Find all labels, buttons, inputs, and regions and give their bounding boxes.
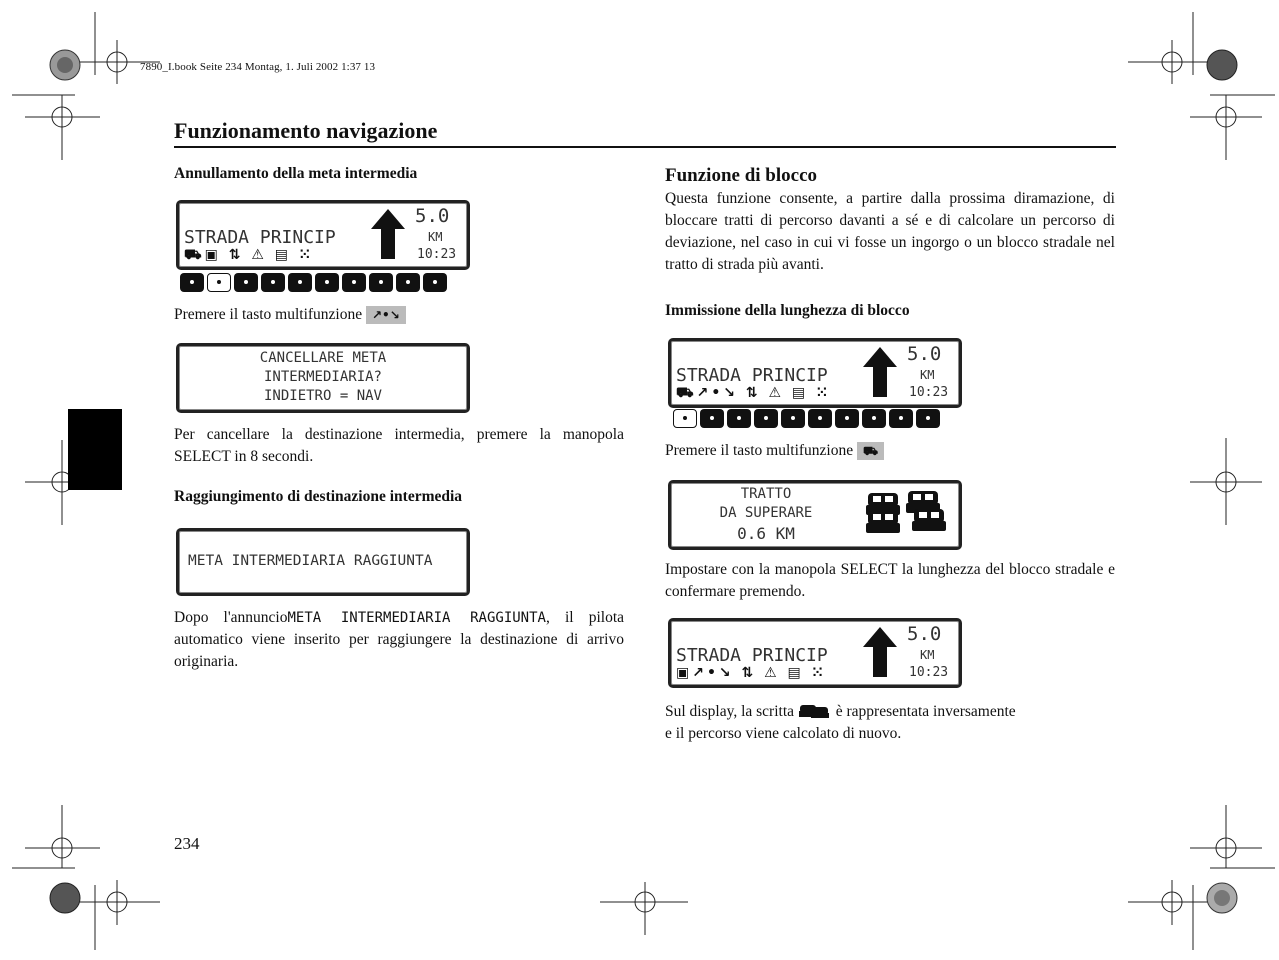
distance-value: 5.0 — [907, 343, 942, 365]
reach-body-text — [174, 607, 624, 673]
multifunction-button[interactable] — [727, 409, 751, 428]
body-text-a: Sul display, la scritta — [665, 703, 795, 720]
multifunction-button[interactable] — [369, 273, 393, 292]
traffic-jam-icon — [864, 489, 952, 539]
nav-display-3 — [176, 528, 470, 596]
press-instruction-1 — [174, 304, 406, 326]
multifunction-button[interactable] — [700, 409, 724, 428]
multifunction-button[interactable] — [180, 273, 204, 292]
display-line-2: INTERMEDIARIA? — [263, 369, 382, 385]
multifunction-button[interactable] — [396, 273, 420, 292]
chapter-tab-marker — [68, 409, 122, 490]
nav-display-2 — [176, 343, 470, 413]
multifunction-button[interactable] — [808, 409, 832, 428]
distance-unit: KM — [920, 648, 935, 662]
section-heading-block-function: Funzione di blocco — [665, 165, 818, 186]
body-text-b: è rappresentata inversamente — [835, 703, 1016, 720]
section-heading-block-length: Immissione della lunghezza di blocco — [665, 302, 910, 319]
nav-display-4 — [668, 338, 962, 408]
arrow-up-icon — [863, 627, 897, 677]
traffic-jam-inverted-icon — [798, 703, 832, 719]
multifunction-button[interactable] — [835, 409, 859, 428]
body-text-display-message: META INTERMEDIARIA RAGGIUNTA — [287, 610, 546, 626]
street-name: STRADA PRINCIP — [676, 365, 828, 386]
multifunction-key-icon: ↗•↘ — [366, 306, 406, 324]
multifunction-button[interactable] — [342, 273, 366, 292]
body-text-post: , il pilota automatico viene inserito per raggiungere la destinazione di arrivo originaria. — [174, 609, 625, 670]
nav-display-5 — [668, 480, 962, 550]
body-text-c: e il percorso viene calcolato di nuovo. — [665, 725, 902, 742]
nav-display-1 — [176, 200, 470, 270]
street-name: STRADA PRINCIP — [184, 227, 336, 248]
traffic-jam-key-icon: ⛟ — [857, 442, 884, 460]
display-line-1: TRATTO — [740, 486, 792, 502]
display-line-3: INDIETRO = NAV — [263, 388, 382, 404]
display-line-1: CANCELLARE META — [259, 350, 387, 366]
multifunction-button-row-1 — [180, 273, 447, 292]
multifunction-button[interactable] — [423, 273, 447, 292]
cancel-body-text: Per cancellare la destinazione intermedia, premere la manopola SELECT in 8 secondi. — [174, 426, 624, 465]
multifunction-button[interactable] — [754, 409, 778, 428]
multifunction-button[interactable] — [234, 273, 258, 292]
display-line-2: DA SUPERARE — [719, 505, 813, 521]
section-heading-cancel-intermediate: Annullamento della meta intermedia — [174, 165, 418, 182]
recalculate-body — [665, 701, 1115, 745]
arrow-up-icon — [863, 347, 897, 397]
multifunction-button[interactable] — [916, 409, 940, 428]
multifunction-button[interactable] — [781, 409, 805, 428]
multifunction-button-selected[interactable] — [207, 273, 231, 292]
body-text-pre: Dopo l'annuncio — [174, 609, 288, 626]
clock-time: 10:23 — [909, 385, 949, 400]
multifunction-button[interactable] — [889, 409, 913, 428]
press-text: Premere il tasto multifunzione — [665, 442, 854, 459]
multifunction-button-selected[interactable] — [673, 409, 697, 428]
status-icons-row: ⛟↗•↘ ⇅ ⚠ ▤ ⁙ — [676, 385, 831, 401]
section-heading-reach-intermediate: Raggiungimento di destinazione intermedia — [174, 488, 463, 505]
press-instruction-2 — [665, 440, 884, 462]
page-number: 234 — [174, 834, 200, 853]
distance-unit: KM — [428, 230, 443, 244]
title-divider — [174, 146, 1116, 148]
display-line-1: META INTERMEDIARIA RAGGIUNTA — [188, 553, 433, 569]
multifunction-button[interactable] — [315, 273, 339, 292]
file-info-header: 7890_I.book Seite 234 Montag, 1. Juli 2002 1:37 13 — [140, 61, 376, 73]
display-line-3: 0.6 KM — [737, 524, 795, 543]
multifunction-button-row-2 — [673, 409, 940, 428]
status-icons-row: ▣↗•↘ ⇅ ⚠ ▤ ⁙ — [676, 665, 827, 681]
nav-display-6 — [668, 618, 962, 688]
arrow-up-icon — [371, 209, 405, 259]
block-length-body: Impostare con la manopola SELECT la lunghezza del blocco stradale e confermare premendo. — [665, 561, 1115, 600]
distance-value: 5.0 — [415, 205, 450, 227]
distance-unit: KM — [920, 368, 935, 382]
clock-time: 10:23 — [909, 665, 949, 680]
clock-time: 10:23 — [417, 247, 457, 262]
multifunction-button[interactable] — [288, 273, 312, 292]
multifunction-button[interactable] — [261, 273, 285, 292]
block-function-body: Questa funzione consente, a partire dalla prossima diramazione, di bloccare tratti di percorso davanti a sé e di calcolare un percorso di deviazione, nel caso in cui vi fosse un ingorgo o un blocco stradale nel tratto di strada più avanti. — [665, 190, 1115, 273]
status-icons-row: ⛟▣ ⇅ ⚠ ▤ ⁙ — [184, 247, 314, 263]
multifunction-button[interactable] — [862, 409, 886, 428]
distance-value: 5.0 — [907, 623, 942, 645]
press-text: Premere il tasto multifunzione — [174, 306, 363, 323]
page-title: Funzionamento navigazione — [174, 118, 438, 143]
street-name: STRADA PRINCIP — [676, 645, 828, 666]
